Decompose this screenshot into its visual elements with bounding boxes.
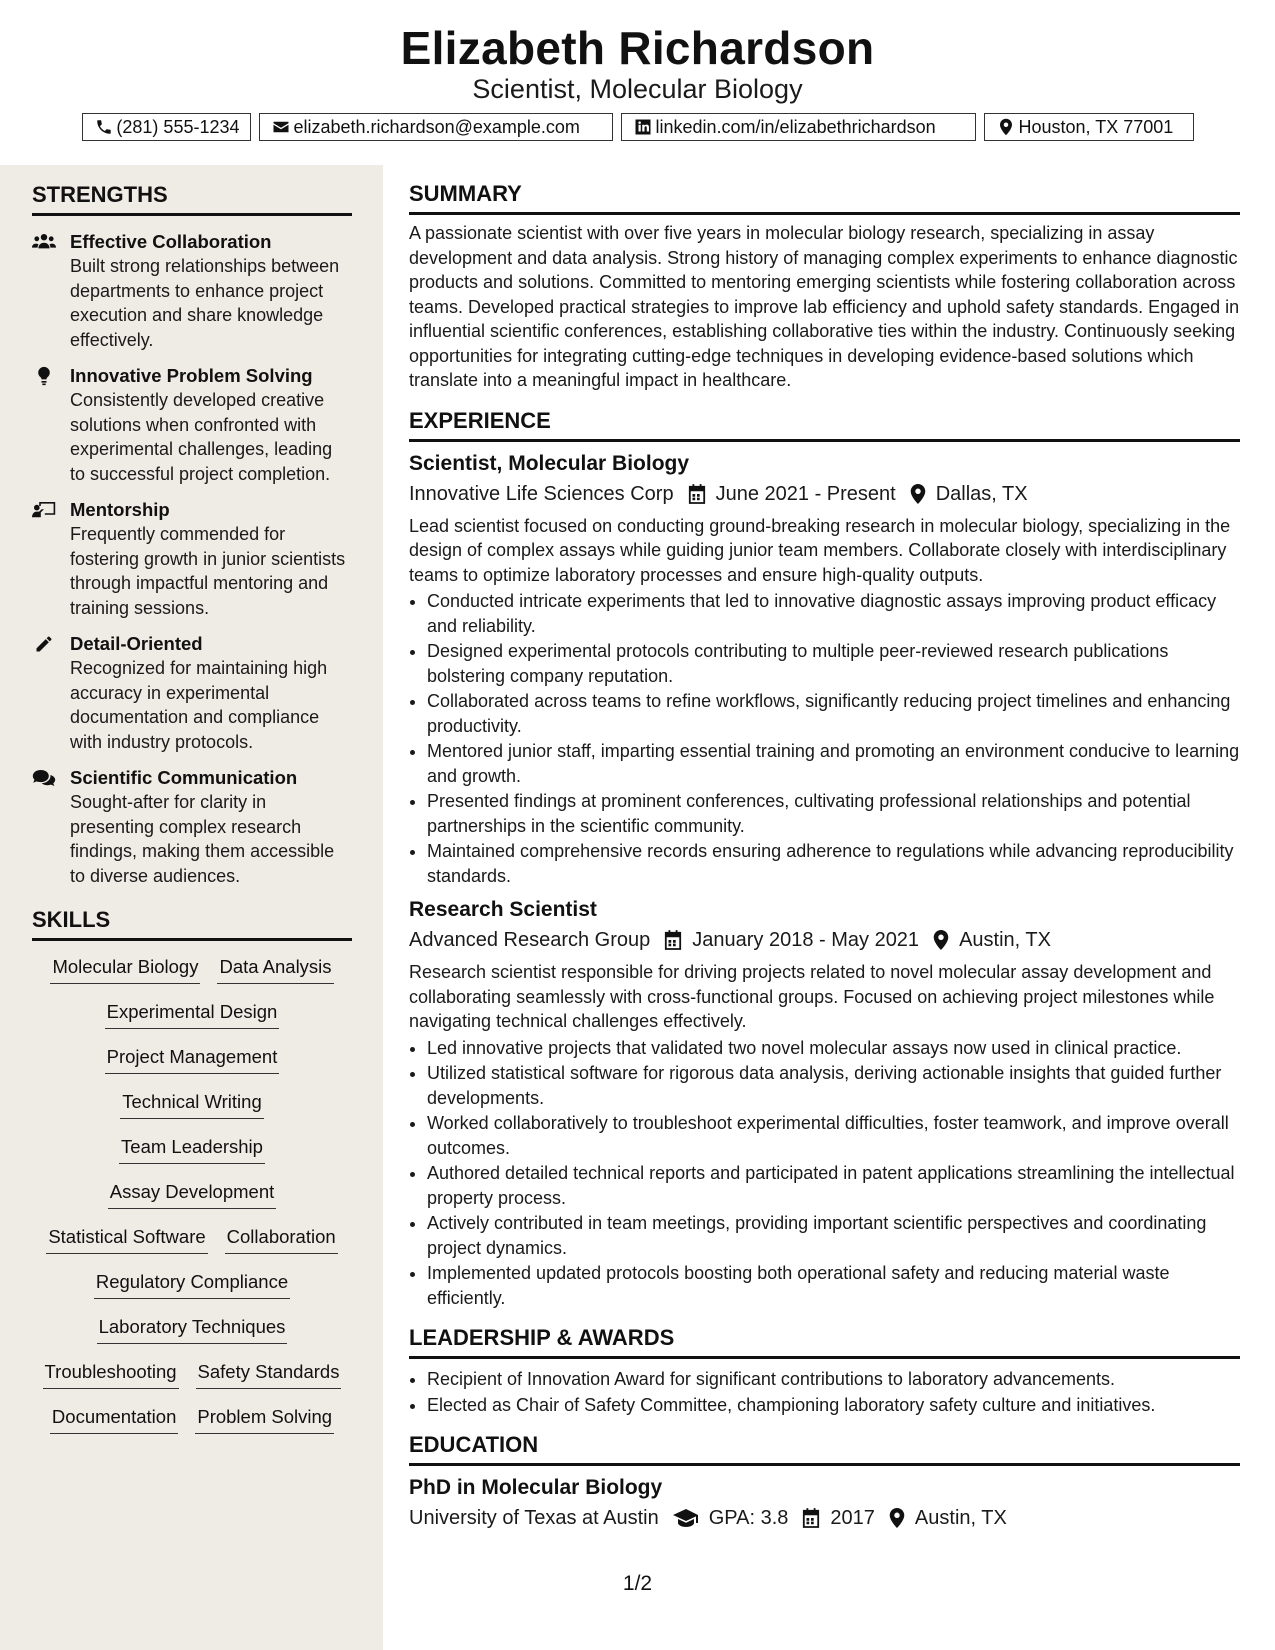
contact-email[interactable] (259, 113, 613, 141)
contact-location (984, 113, 1194, 141)
sidebar (0, 165, 383, 1650)
list-item: • Actively contributed in team meetings, providing important scientific perspectives and coordinating project dynamics. (427, 1211, 1240, 1260)
strength-item (32, 230, 352, 352)
strength-title: Mentorship (70, 499, 170, 520)
strength-title: Innovative Problem Solving (70, 365, 313, 386)
list-item: • Led innovative projects that validated two novel molecular assays now used in clinical practice. (427, 1036, 1240, 1061)
skill-tag: Project Management (105, 1045, 280, 1074)
strength-title: Scientific Communication (70, 767, 298, 788)
list-item: • Designed experimental protocols contributing to multiple peer-reviewed research publications bolstering company reputation. (427, 639, 1240, 688)
map-pin-icon (933, 930, 949, 950)
job-dates: January 2018 - May 2021 (692, 929, 920, 951)
skill-tag: Problem Solving (195, 1405, 334, 1434)
candidate-name: Elizabeth Richardson (400, 22, 875, 74)
skills-heading: SKILLS (32, 906, 352, 941)
skill-tag: Regulatory Compliance (94, 1270, 290, 1299)
job-bullets (409, 589, 1240, 888)
skills-list (32, 955, 352, 1450)
list-item: • Mentored junior staff, imparting essential training and promoting an environment conducive to learning and growth. (427, 739, 1240, 788)
users-icon (32, 232, 56, 252)
job-dates: June 2021 - Present (715, 482, 896, 505)
skill-tag: Statistical Software (46, 1225, 207, 1254)
experience-heading: EXPERIENCE (409, 407, 1240, 442)
skill-tag: Experimental Design (105, 1000, 280, 1029)
strength-desc: Sought-after for clarity in presenting complex research findings, making them accessible to diverse audiences. (70, 792, 335, 886)
job-entry (409, 450, 1240, 889)
list-item: • Elected as Chair of Safety Committee, championing laboratory safety culture and initiatives. (427, 1393, 1240, 1418)
strength-item (32, 498, 352, 620)
list-item: • Authored detailed technical reports and participated in patent applications streamlining the intellectual property process. (427, 1161, 1240, 1210)
graduation-year: 2017 (830, 1507, 875, 1529)
main-content (409, 180, 1240, 1532)
calendar-icon (802, 1508, 820, 1528)
chalkboard-teacher-icon (32, 500, 56, 520)
map-pin-icon (997, 118, 1015, 136)
skill-tag: Team Leadership (119, 1135, 265, 1164)
strengths-heading: STRENGTHS (32, 181, 352, 216)
job-description: Research scientist responsible for driving projects related to novel molecular assay development and collaborating seamlessly with cross-functional groups. Focused on achieving project milestones while navigating technical challenges effectively. (409, 962, 1215, 1031)
linkedin-icon (634, 118, 652, 136)
skill-tag: Data Analysis (217, 955, 333, 984)
contact-linkedin[interactable] (621, 113, 976, 141)
list-item: • Recipient of Innovation Award for significant contributions to laboratory advancements. (427, 1367, 1240, 1392)
list-item: • Presented findings at prominent conferences, cultivating professional relationships and potential partnerships in the scientific community. (427, 789, 1240, 838)
email-text: elizabeth.richardson@example.com (293, 116, 580, 137)
gpa: GPA: 3.8 (708, 1507, 789, 1529)
leadership-heading: LEADERSHIP & AWARDS (409, 1324, 1240, 1359)
job-meta (409, 926, 1240, 954)
list-item: • Conducted intricate experiments that led to innovative diagnostic assays improving product efficacy and reliability. (427, 589, 1240, 638)
resume-header (0, 0, 1275, 165)
education-entry (409, 1474, 1240, 1532)
job-bullets (409, 1036, 1240, 1311)
education-location: Austin, TX (914, 1507, 1007, 1529)
job-title: Scientist, Molecular Biology (409, 451, 690, 475)
skill-tag: Troubleshooting (43, 1360, 179, 1389)
skill-tag: Safety Standards (196, 1360, 342, 1389)
strength-item (32, 364, 352, 486)
list-item: • Implemented updated protocols boosting both operational safety and reducing material waste efficiently. (427, 1261, 1240, 1310)
degree-title: PhD in Molecular Biology (409, 1476, 663, 1499)
strength-title: Detail-Oriented (70, 633, 203, 654)
skill-tag: Documentation (50, 1405, 178, 1434)
strength-desc: Consistently developed creative solutions when confronted with experimental challenges, leading to successful project completion. (70, 390, 333, 484)
strength-desc: Built strong relationships between departments to enhance project execution and share knowledge effectively. (70, 256, 340, 350)
job-description: Lead scientist focused on conducting ground-breaking research in molecular biology, specializing in the design of complex assays while guiding junior team members. Collaborate closely with interdisciplinary teams to optimize laboratory processes and ensure high-quality outputs. (409, 515, 1231, 585)
candidate-title: Scientist, Molecular Biology (472, 74, 803, 104)
contact-bar (0, 113, 1275, 141)
skill-tag: Collaboration (225, 1225, 338, 1254)
leadership-list (409, 1367, 1240, 1417)
linkedin-text: linkedin.com/in/elizabethrichardson (655, 116, 936, 137)
summary-heading: SUMMARY (409, 180, 1240, 215)
list-item: • Maintained comprehensive records ensuring adherence to regulations while advancing reproducibility standards. (427, 839, 1240, 888)
contact-phone[interactable] (82, 113, 251, 141)
education-heading: EDUCATION (409, 1431, 1240, 1466)
job-title: Research Scientist (409, 898, 597, 921)
list-item: • Collaborated across teams to refine workflows, significantly reducing project timelines and enhancing productivity. (427, 689, 1240, 738)
strength-desc: Frequently commended for fostering growth in junior scientists through impactful mentoring and training sessions. (70, 524, 346, 618)
strength-title: Effective Collaboration (70, 231, 272, 252)
skill-tag: Molecular Biology (50, 955, 200, 984)
phone-icon (95, 118, 113, 136)
page-number: 1/2 (622, 1572, 653, 1595)
map-pin-icon (889, 1508, 905, 1528)
list-item: • Utilized statistical software for rigorous data analysis, deriving actionable insights that guided further developments. (427, 1061, 1240, 1110)
list-item: • Worked collaboratively to troubleshoot experimental difficulties, foster teamwork, and improve overall outcomes. (427, 1111, 1240, 1160)
job-location: Austin, TX (959, 929, 1051, 951)
summary-text: A passionate scientist with over five years in molecular biology research, specializing in assay development and data analysis. Strong history of managing complex experiments to enhance diagnostic products and solutions. Committed to mentoring emerging scientists while fostering collaboration across teams. Developed practical strategies to improve lab efficiency and uphold safety standards. Engaged in influential scientific conferences, establishing collaborative ties within the industry. Continuously seeking opportunities for integrating cutting-edge techniques in developing evidence-based solutions which translate into a meaningful impact in healthcare. (409, 223, 1240, 390)
skill-tag: Technical Writing (120, 1090, 264, 1119)
calendar-icon (688, 484, 706, 504)
phone-text: (281) 555-1234 (116, 116, 240, 137)
skill-tag: Assay Development (108, 1180, 277, 1209)
lightbulb-icon (32, 366, 56, 386)
job-location: Dallas, TX (935, 482, 1028, 505)
job-meta (409, 480, 1240, 508)
graduation-cap-icon (673, 1508, 699, 1528)
map-pin-icon (910, 484, 926, 504)
location-text: Houston, TX 77001 (1018, 116, 1174, 137)
strength-item (32, 632, 352, 754)
strength-desc: Recognized for maintaining high accuracy in experimental documentation and compliance with industry protocols. (70, 658, 328, 752)
skill-tag: Laboratory Techniques (97, 1315, 288, 1344)
envelope-icon (272, 118, 290, 136)
calendar-icon (664, 930, 682, 950)
strength-item (32, 766, 352, 888)
pencil-icon (32, 634, 56, 654)
job-company: Innovative Life Sciences Corp (409, 482, 674, 505)
comments-icon (32, 768, 56, 788)
job-company: Advanced Research Group (409, 929, 651, 951)
job-entry (409, 896, 1240, 1310)
school-name: University of Texas at Austin (409, 1507, 659, 1529)
education-meta (409, 1504, 1240, 1532)
